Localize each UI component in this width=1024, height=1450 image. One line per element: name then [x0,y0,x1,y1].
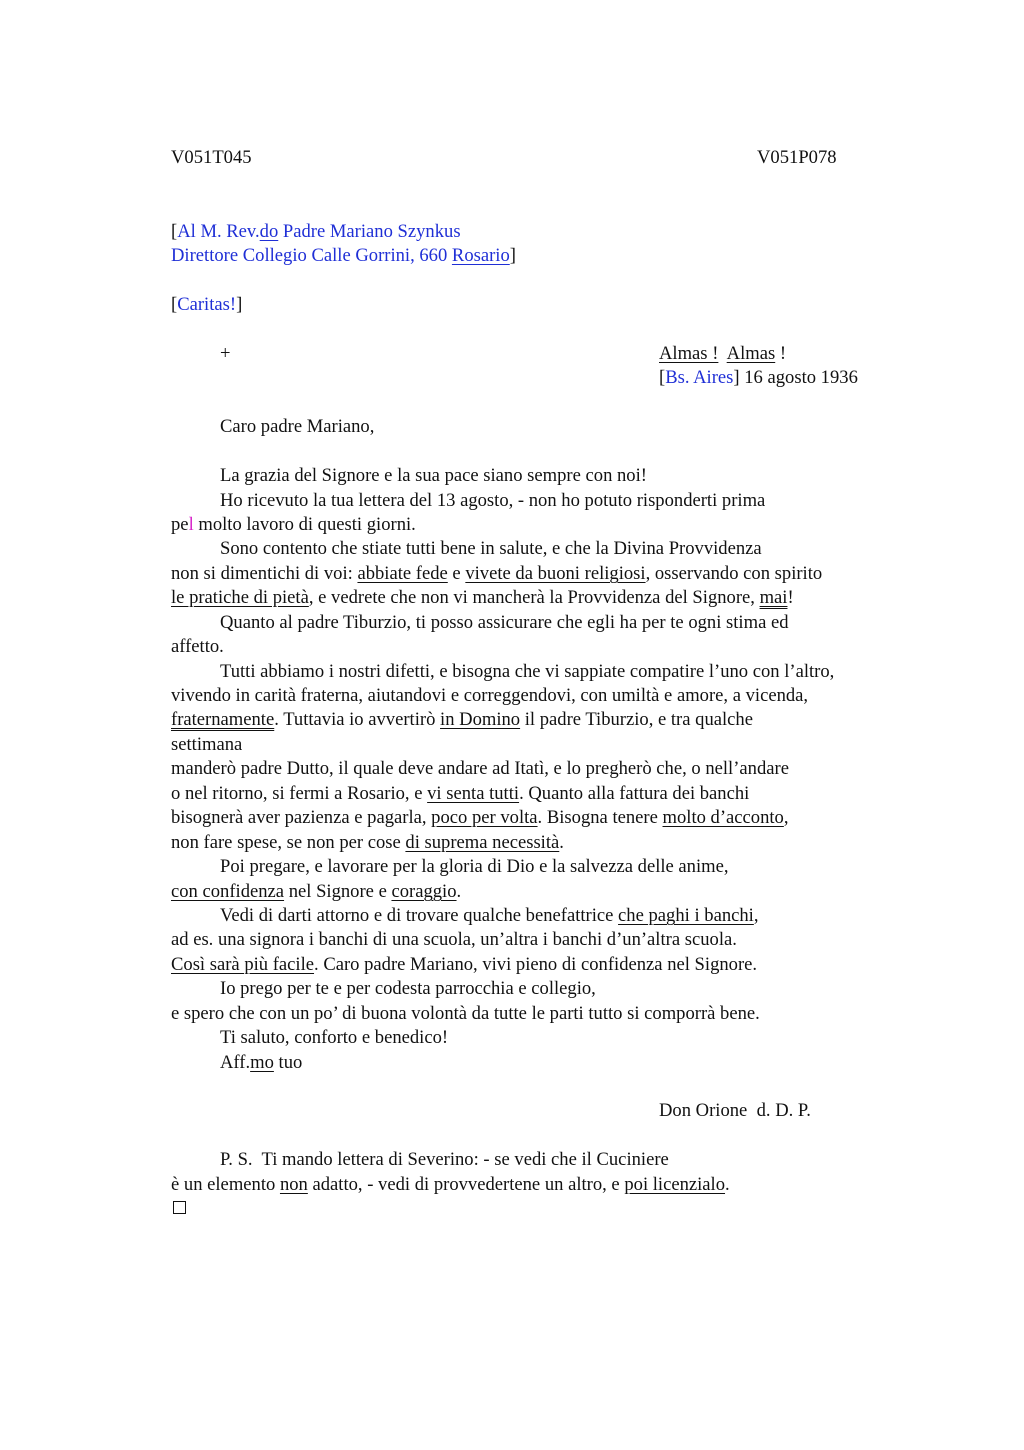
body-text: . Quanto alla fattura dei banchi [519,783,750,804]
cross-icon: + [220,343,231,364]
body-text: Quanto al padre Tiburzio, ti posso assicurare che egli ha per te ogni stima ed [220,612,789,633]
body-line [171,831,564,855]
address-line-2 [171,244,516,268]
body-line [171,733,242,757]
body-text: affetto. [171,636,224,657]
correction-mark: l [188,514,194,535]
address-city: Rosario [451,245,510,266]
body-line [171,880,461,904]
body-text: molto lavoro di questi giorni. [193,514,416,535]
motto-second: Almas [726,343,776,364]
body-text: Sono contento che stiate tutti bene in salute, e che la Divina Provvidenza [220,538,762,559]
body-line [171,562,822,586]
body-line [220,537,762,561]
body-line [171,684,808,708]
underlined-text: vi senta tutti [427,783,520,804]
body-text: ! [787,587,794,608]
address-institution: Direttore Collegio Calle Gorrini, 660 [171,245,452,266]
body-text: e [447,563,466,584]
body-text: il padre Tiburzio, e tra qualche [520,709,753,730]
document-code-left [171,146,252,170]
salutation [220,415,374,439]
postscript-text: adatto, - vedi di provvedertene un altro, e [307,1174,625,1195]
caritas-open-bracket: [ [171,294,178,315]
body-text: . [456,881,462,902]
place-name: Bs. Aires [665,367,734,388]
body-text: . [559,832,564,853]
underlined-text: poco per volta [431,807,538,828]
body-line [220,855,729,879]
caritas-close-bracket: ] [236,294,243,315]
underlined-text: abbiate fede [357,563,448,584]
postscript-line [171,1173,730,1197]
salutation-text: Caro padre Mariano, [220,416,375,437]
body-line [171,635,224,659]
motto-line [659,342,786,366]
body-line [220,611,789,635]
underlined-text: Così sarà più facile [171,954,315,975]
body-text: manderò padre Dutto, il quale deve andare ad Itatì, e lo pregherò che, o nell’andare [171,758,789,779]
motto-first: Almas ! [659,343,719,364]
body-text: , [783,807,789,828]
body-text: Vedi di darti attorno e di trovare qualche benefattrice [220,905,619,926]
underlined-text: con confidenza [171,881,285,902]
body-text: pe [171,514,189,535]
body-line [171,953,757,977]
body-text: ad es. una signora i banchi di una scuola, un’altra i banchi d’un’altra scuola. [171,929,737,950]
body-line [171,586,794,610]
underlined-text: poi licenzialo [624,1174,726,1195]
body-line [220,464,647,488]
body-line [220,1026,448,1050]
body-text: La grazia del Signore e la sua pace siano sempre con noi! [220,465,647,486]
body-text: Ti saluto, conforto e benedico! [220,1027,449,1048]
caritas-text: Caritas! [177,294,237,315]
double-underlined-text: fraternamente [171,709,275,730]
postscript-line [220,1148,669,1172]
postscript-text: è un elemento [171,1174,280,1195]
underlined-text: in Domino [440,709,521,730]
underlined-text: che paghi i banchi [618,905,754,926]
underlined-text: coraggio [391,881,457,902]
document-code-right-text: V051P078 [757,147,837,168]
letter-date: 16 agosto 1936 [739,367,858,388]
end-of-document-box-icon [173,1201,186,1214]
underlined-text: di suprema necessità [405,832,560,853]
motto-end: ! [775,343,787,364]
postscript-text: . [725,1174,730,1195]
address-title-abbrev: do [259,221,279,242]
underlined-text: vivete da buoni religiosi [465,563,646,584]
body-text: o nel ritorno, si fermi a Rosario, e [171,783,428,804]
body-line [220,489,765,513]
body-text: settimana [171,734,243,755]
document-code-right [757,146,837,170]
underlined-text: non [279,1174,308,1195]
body-text: Ho ricevuto la tua lettera del 13 agosto, - non ho potuto risponderti prima [220,490,766,511]
signature-text: Don Orione d. D. P. [659,1100,811,1121]
body-text: . Bisogna tenere [537,807,663,828]
body-text: , [753,905,759,926]
body-text: nel Signore e [284,881,392,902]
body-text: Poi pregare, e lavorare per la gloria di Dio e la salvezza delle anime, [220,856,729,877]
place-open-bracket: [ [659,367,666,388]
body-line [220,977,596,1001]
body-text: non fare spese, se non per cose [171,832,406,853]
closing-line [220,1051,302,1075]
body-text: . Tuttavia io avvertirò [274,709,441,730]
cross-symbol [220,342,231,366]
body-line [220,660,834,684]
address-close-bracket: ] [509,245,516,266]
body-text: , e vedrete che non vi mancherà la Provvidenza del Signore, [308,587,760,608]
body-text: , osservando con spirito [645,563,823,584]
body-line [171,757,789,781]
underlined-text: le pratiche di pietà [171,587,309,608]
postscript-text: P. S. Ti mando lettera di Severino: - se vedi che il Cuciniere [220,1149,669,1170]
address-recipient-title: Al M. Rev. [177,221,260,242]
address-line-1 [171,220,461,244]
document-code-left-text: V051T045 [171,147,252,168]
body-text: . Caro padre Mariano, vivi pieno di confidenza nel Signore. [314,954,758,975]
body-line [171,1002,760,1026]
place-date-line [659,366,858,390]
underlined-text: molto d’acconto [662,807,784,828]
body-text: vivendo in carità fraterna, aiutandovi e correggendovi, con umiltà e amore, a vicenda, [171,685,809,706]
body-text: Tutti abbiamo i nostri difetti, e bisogna che vi sappiate compatire l’uno con l’altro, [220,661,835,682]
body-text: Io prego per te e per codesta parrocchia e collegio, [220,978,596,999]
motto-space [718,343,726,364]
body-line [220,904,759,928]
closing-text: tuo [273,1052,303,1073]
signature [659,1099,811,1123]
body-line [171,806,789,830]
address-open-bracket: [ [171,221,178,242]
body-text: bisognerà aver pazienza e pagarla, [171,807,432,828]
body-line [171,782,749,806]
body-line [171,513,416,537]
address-recipient-name: Padre Mariano Szynkus [278,221,461,242]
body-line [171,708,753,732]
closing-abbrev: mo [250,1052,274,1073]
caritas-line [171,293,242,317]
double-underlined-text: mai [759,587,788,608]
body-line [171,928,737,952]
body-text: e spero che con un po’ di buona volontà da tutte le parti tutto si comporrà bene. [171,1003,760,1024]
place-close-bracket: ] [733,367,740,388]
body-text: non si dimentichi di voi: [171,563,358,584]
closing-text: Aff. [220,1052,251,1073]
